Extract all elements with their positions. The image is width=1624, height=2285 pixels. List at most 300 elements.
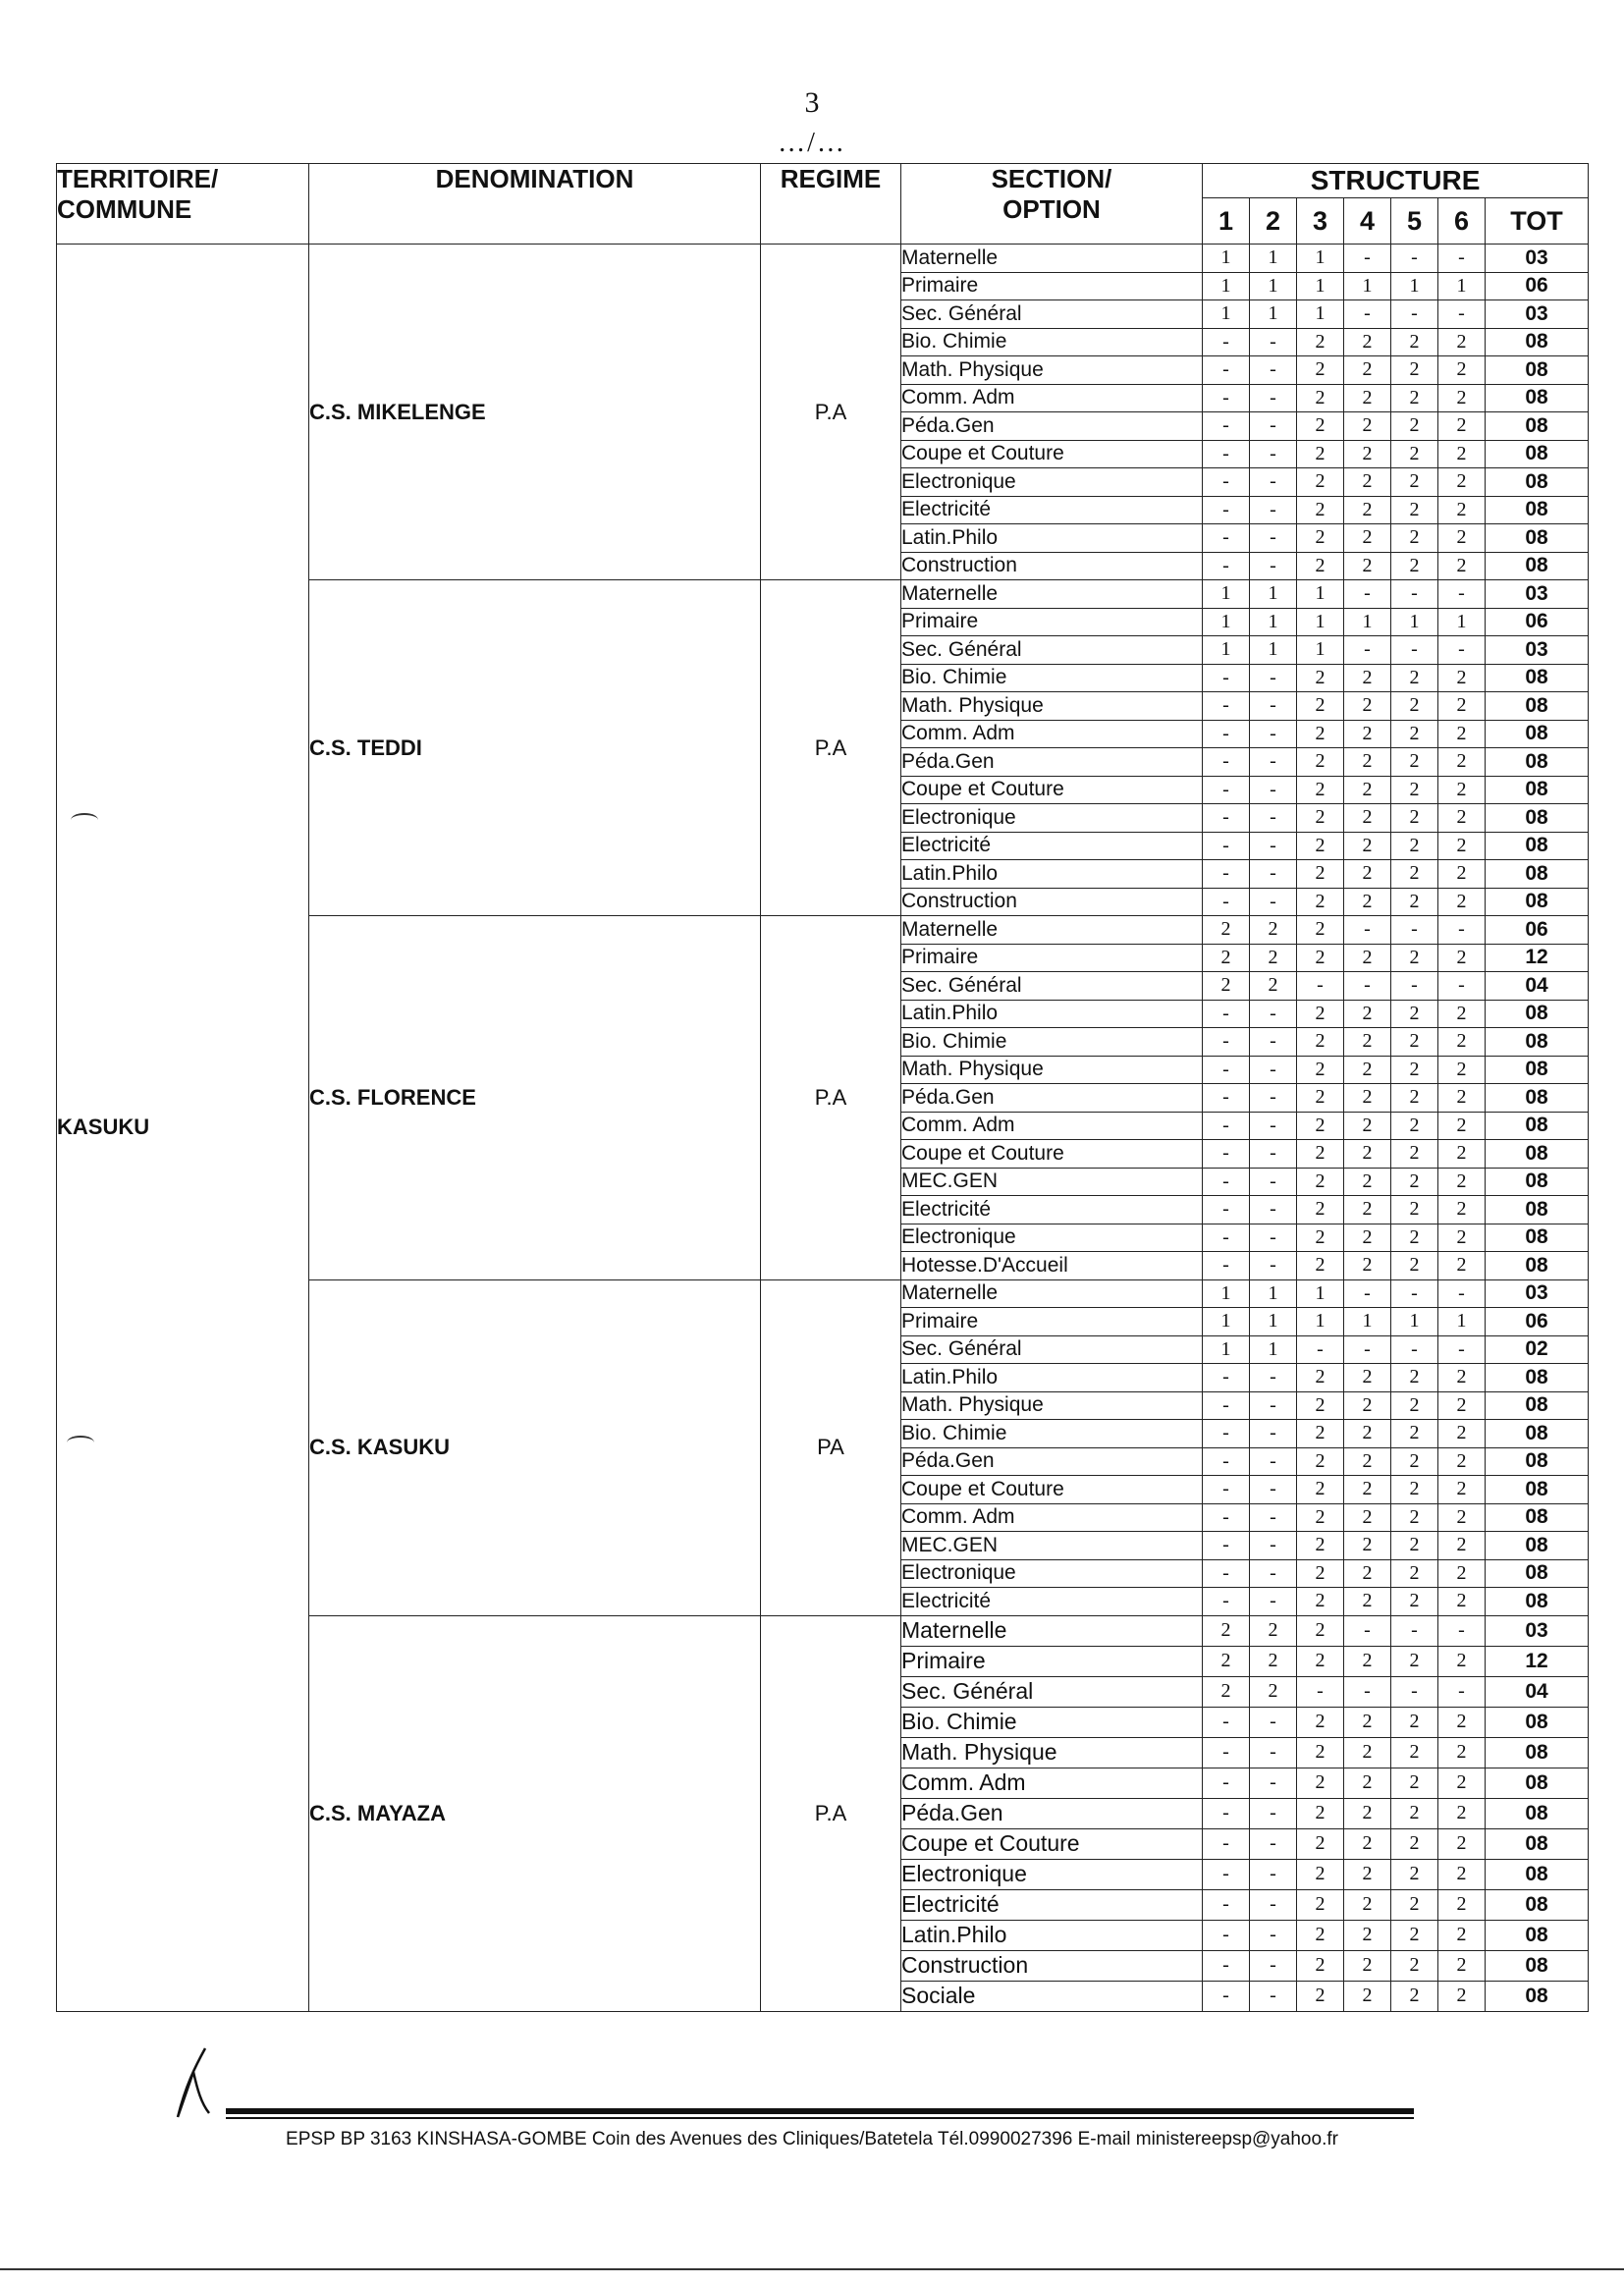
pen-mark <box>67 1436 94 1449</box>
total-cell: 08 <box>1486 1828 1589 1859</box>
total-cell: 06 <box>1486 1308 1589 1336</box>
section-cell: Péda.Gen <box>901 412 1203 441</box>
year-5-cell: 2 <box>1391 1588 1438 1616</box>
section-cell: Electronique <box>901 1224 1203 1252</box>
year-1-cell: - <box>1203 1000 1250 1028</box>
year-1-cell: - <box>1203 1168 1250 1196</box>
year-5-cell: - <box>1391 1615 1438 1646</box>
section-cell: Comm. Adm <box>901 1768 1203 1798</box>
year-2-cell: - <box>1250 692 1297 721</box>
section-cell: Sec. Général <box>901 1676 1203 1707</box>
year-6-cell: 2 <box>1438 1056 1486 1084</box>
total-cell: 02 <box>1486 1335 1589 1364</box>
schools-table <box>56 163 1589 2012</box>
total-cell: 08 <box>1486 1588 1589 1616</box>
year-4-cell: 2 <box>1344 804 1391 833</box>
year-6-cell: 2 <box>1438 1168 1486 1196</box>
year-1-cell: - <box>1203 440 1250 468</box>
year-2-cell: 1 <box>1250 1335 1297 1364</box>
year-4-cell: - <box>1344 1615 1391 1646</box>
total-cell: 06 <box>1486 272 1589 300</box>
year-3-cell: 2 <box>1297 1920 1344 1950</box>
year-3-cell: 2 <box>1297 860 1344 889</box>
year-2-cell: - <box>1250 1168 1297 1196</box>
year-1-cell: - <box>1203 776 1250 804</box>
year-6-cell: 2 <box>1438 1889 1486 1920</box>
year-5-cell: 2 <box>1391 1859 1438 1889</box>
year-2-cell: 1 <box>1250 580 1297 609</box>
year-3-cell: 2 <box>1297 1588 1344 1616</box>
total-cell: 08 <box>1486 1859 1589 1889</box>
year-1-cell: - <box>1203 1950 1250 1981</box>
year-2-cell: 2 <box>1250 1646 1297 1676</box>
year-3-cell: 2 <box>1297 1196 1344 1224</box>
year-4-cell: - <box>1344 1279 1391 1308</box>
total-cell: 04 <box>1486 972 1589 1001</box>
denomination-cell: C.S. KASUKU <box>309 1279 761 1615</box>
footer-address: EPSP BP 3163 KINSHASA-GOMBE Coin des Avenues des Cliniques/Batetela Tél.0990027396 E-mail ministereepsp@yahoo.fr <box>286 2129 1338 2149</box>
year-6-cell: 2 <box>1438 552 1486 580</box>
total-cell: 08 <box>1486 1252 1589 1280</box>
year-3-cell: 2 <box>1297 1707 1344 1737</box>
year-5-cell: 2 <box>1391 1447 1438 1476</box>
year-1-cell: 1 <box>1203 608 1250 636</box>
total-cell: 08 <box>1486 1000 1589 1028</box>
year-5-cell: 1 <box>1391 1308 1438 1336</box>
year-6-cell: 2 <box>1438 1420 1486 1448</box>
year-5-cell: - <box>1391 1279 1438 1308</box>
year-6-cell: 2 <box>1438 692 1486 721</box>
year-3-cell: 2 <box>1297 412 1344 441</box>
header-territoire: TERRITOIRE/ COMMUNE <box>57 164 309 245</box>
section-cell: Sec. Général <box>901 636 1203 665</box>
year-1-cell: - <box>1203 1920 1250 1950</box>
total-cell: 08 <box>1486 552 1589 580</box>
year-1-cell: 2 <box>1203 916 1250 945</box>
year-1-cell: - <box>1203 1737 1250 1768</box>
section-cell: Comm. Adm <box>901 1112 1203 1140</box>
section-cell: Péda.Gen <box>901 1798 1203 1828</box>
year-3-cell: 2 <box>1297 384 1344 412</box>
year-3-cell: 2 <box>1297 832 1344 860</box>
year-2-cell: - <box>1250 384 1297 412</box>
total-cell: 08 <box>1486 1532 1589 1560</box>
year-5-cell: 2 <box>1391 748 1438 777</box>
section-cell: Sociale <box>901 1981 1203 2011</box>
year-1-cell: - <box>1203 1707 1250 1737</box>
section-cell: Sec. Général <box>901 1335 1203 1364</box>
year-3-cell: 1 <box>1297 1279 1344 1308</box>
year-1-cell: 2 <box>1203 1676 1250 1707</box>
year-5-cell: 2 <box>1391 1000 1438 1028</box>
year-5-cell: 2 <box>1391 1476 1438 1504</box>
year-5-cell: 2 <box>1391 440 1438 468</box>
year-2-cell: 1 <box>1250 1308 1297 1336</box>
total-cell: 06 <box>1486 608 1589 636</box>
year-5-cell: 2 <box>1391 1112 1438 1140</box>
year-2-cell: 2 <box>1250 944 1297 972</box>
year-4-cell: 2 <box>1344 440 1391 468</box>
year-6-cell: 2 <box>1438 1364 1486 1392</box>
section-cell: Primaire <box>901 1646 1203 1676</box>
year-1-cell: - <box>1203 1140 1250 1169</box>
year-6-cell: - <box>1438 580 1486 609</box>
year-5-cell: 2 <box>1391 1252 1438 1280</box>
year-2-cell: - <box>1250 1737 1297 1768</box>
year-4-cell: 2 <box>1344 1056 1391 1084</box>
year-5-cell: 2 <box>1391 1168 1438 1196</box>
year-5-cell: 2 <box>1391 1707 1438 1737</box>
year-5-cell: 2 <box>1391 1889 1438 1920</box>
section-cell: Construction <box>901 552 1203 580</box>
year-2-cell: - <box>1250 1559 1297 1588</box>
year-5-cell: 2 <box>1391 1056 1438 1084</box>
section-cell: Math. Physique <box>901 356 1203 385</box>
year-5-cell: 2 <box>1391 804 1438 833</box>
year-4-cell: - <box>1344 245 1391 273</box>
year-3-cell: 2 <box>1297 1950 1344 1981</box>
year-1-cell: - <box>1203 552 1250 580</box>
year-1-cell: - <box>1203 1768 1250 1798</box>
year-3-cell: 2 <box>1297 496 1344 524</box>
section-cell: Primaire <box>901 608 1203 636</box>
total-cell: 06 <box>1486 916 1589 945</box>
year-2-cell: - <box>1250 860 1297 889</box>
year-5-cell: 2 <box>1391 1391 1438 1420</box>
year-6-cell: - <box>1438 1676 1486 1707</box>
total-cell: 08 <box>1486 1112 1589 1140</box>
year-6-cell: 2 <box>1438 1981 1486 2011</box>
section-cell: Latin.Philo <box>901 1000 1203 1028</box>
total-cell: 08 <box>1486 1447 1589 1476</box>
year-5-cell: 2 <box>1391 692 1438 721</box>
year-5-cell: 2 <box>1391 720 1438 748</box>
footer-rule-thick <box>226 2108 1414 2114</box>
year-4-cell: 2 <box>1344 412 1391 441</box>
year-2-cell: - <box>1250 1828 1297 1859</box>
total-cell: 08 <box>1486 776 1589 804</box>
year-4-cell: 2 <box>1344 356 1391 385</box>
section-cell: Primaire <box>901 944 1203 972</box>
section-cell: Sec. Général <box>901 300 1203 329</box>
year-3-cell: 2 <box>1297 328 1344 356</box>
year-6-cell: 2 <box>1438 1798 1486 1828</box>
regime-cell: P.A <box>761 916 901 1280</box>
year-3-cell: 2 <box>1297 552 1344 580</box>
year-2-cell: 2 <box>1250 1615 1297 1646</box>
year-3-cell: 2 <box>1297 664 1344 692</box>
year-4-cell: - <box>1344 916 1391 945</box>
section-cell: Péda.Gen <box>901 748 1203 777</box>
total-cell: 08 <box>1486 1559 1589 1588</box>
year-4-cell: - <box>1344 1335 1391 1364</box>
year-5-cell: 2 <box>1391 328 1438 356</box>
year-2-cell: - <box>1250 524 1297 553</box>
year-5-cell: 2 <box>1391 1196 1438 1224</box>
year-4-cell: 2 <box>1344 384 1391 412</box>
year-6-cell: 2 <box>1438 1920 1486 1950</box>
section-cell: Maternelle <box>901 245 1203 273</box>
year-6-cell: 2 <box>1438 804 1486 833</box>
year-2-cell: 1 <box>1250 300 1297 329</box>
year-6-cell: 2 <box>1438 1196 1486 1224</box>
year-2-cell: - <box>1250 1950 1297 1981</box>
year-2-cell: - <box>1250 552 1297 580</box>
year-1-cell: - <box>1203 1503 1250 1532</box>
year-6-cell: 2 <box>1438 888 1486 916</box>
total-cell: 03 <box>1486 300 1589 329</box>
year-2-cell: - <box>1250 1447 1297 1476</box>
year-4-cell: 2 <box>1344 1168 1391 1196</box>
year-2-cell: 1 <box>1250 245 1297 273</box>
year-1-cell: - <box>1203 1889 1250 1920</box>
year-5-cell: 2 <box>1391 1224 1438 1252</box>
year-3-cell: 2 <box>1297 1447 1344 1476</box>
total-cell: 08 <box>1486 1798 1589 1828</box>
total-cell: 08 <box>1486 1920 1589 1950</box>
year-6-cell: 1 <box>1438 608 1486 636</box>
section-cell: Latin.Philo <box>901 524 1203 553</box>
year-3-cell: 2 <box>1297 1646 1344 1676</box>
year-1-cell: - <box>1203 1859 1250 1889</box>
year-5-cell: 2 <box>1391 1981 1438 2011</box>
section-cell: Comm. Adm <box>901 384 1203 412</box>
year-5-cell: 2 <box>1391 412 1438 441</box>
total-cell: 08 <box>1486 1084 1589 1113</box>
year-2-cell: - <box>1250 1920 1297 1950</box>
total-cell: 08 <box>1486 1364 1589 1392</box>
year-2-cell: - <box>1250 440 1297 468</box>
year-6-cell: 2 <box>1438 1950 1486 1981</box>
section-cell: Construction <box>901 888 1203 916</box>
year-5-cell: 2 <box>1391 1028 1438 1057</box>
year-4-cell: 2 <box>1344 1252 1391 1280</box>
year-4-cell: 2 <box>1344 1559 1391 1588</box>
section-cell: Electricité <box>901 496 1203 524</box>
year-5-cell: 2 <box>1391 1532 1438 1560</box>
year-6-cell: 1 <box>1438 272 1486 300</box>
year-6-cell: 2 <box>1438 944 1486 972</box>
page-bottom-rule <box>0 2268 1624 2270</box>
year-1-cell: - <box>1203 1364 1250 1392</box>
year-6-cell: 2 <box>1438 664 1486 692</box>
year-1-cell: - <box>1203 1447 1250 1476</box>
year-6-cell: 2 <box>1438 720 1486 748</box>
section-cell: Comm. Adm <box>901 720 1203 748</box>
year-3-cell: 1 <box>1297 272 1344 300</box>
year-1-cell: - <box>1203 356 1250 385</box>
year-1-cell: - <box>1203 1420 1250 1448</box>
year-2-cell: - <box>1250 356 1297 385</box>
year-1-cell: 1 <box>1203 245 1250 273</box>
year-2-cell: - <box>1250 776 1297 804</box>
continuation-mark: …/… <box>778 128 846 158</box>
year-3-cell: 2 <box>1297 748 1344 777</box>
year-4-cell: 2 <box>1344 1196 1391 1224</box>
table-body <box>57 245 1589 2012</box>
year-5-cell: 2 <box>1391 1950 1438 1981</box>
section-cell: Bio. Chimie <box>901 1028 1203 1057</box>
year-5-cell: - <box>1391 1676 1438 1707</box>
year-4-cell: 2 <box>1344 944 1391 972</box>
year-4-cell: - <box>1344 972 1391 1001</box>
year-3-cell: 1 <box>1297 1308 1344 1336</box>
year-4-cell: 2 <box>1344 1391 1391 1420</box>
year-6-cell: 2 <box>1438 832 1486 860</box>
year-1-cell: - <box>1203 860 1250 889</box>
year-2-cell: 1 <box>1250 1279 1297 1308</box>
year-1-cell: - <box>1203 384 1250 412</box>
section-cell: Latin.Philo <box>901 1364 1203 1392</box>
regime-cell: PA <box>761 1279 901 1615</box>
year-4-cell: 2 <box>1344 692 1391 721</box>
year-6-cell: 2 <box>1438 496 1486 524</box>
section-cell: Math. Physique <box>901 1391 1203 1420</box>
year-3-cell: 1 <box>1297 300 1344 329</box>
year-6-cell: - <box>1438 1615 1486 1646</box>
total-cell: 08 <box>1486 1981 1589 2011</box>
year-1-cell: - <box>1203 1224 1250 1252</box>
section-cell: Bio. Chimie <box>901 1707 1203 1737</box>
year-4-cell: 2 <box>1344 1476 1391 1504</box>
year-4-cell: 2 <box>1344 832 1391 860</box>
year-2-cell: - <box>1250 1768 1297 1798</box>
year-6-cell: 2 <box>1438 1140 1486 1169</box>
year-4-cell: 2 <box>1344 1707 1391 1737</box>
section-cell: Coupe et Couture <box>901 776 1203 804</box>
year-5-cell: 2 <box>1391 552 1438 580</box>
year-2-cell: - <box>1250 664 1297 692</box>
year-3-cell: 2 <box>1297 692 1344 721</box>
year-3-cell: 2 <box>1297 1503 1344 1532</box>
year-5-cell: 2 <box>1391 944 1438 972</box>
section-cell: Sec. Général <box>901 972 1203 1001</box>
year-3-cell: 2 <box>1297 776 1344 804</box>
year-3-cell: 2 <box>1297 1168 1344 1196</box>
territoire-cell: KASUKU <box>57 245 309 2012</box>
total-cell: 08 <box>1486 1391 1589 1420</box>
year-1-cell: 1 <box>1203 636 1250 665</box>
section-cell: Electronique <box>901 804 1203 833</box>
year-6-cell: 2 <box>1438 860 1486 889</box>
year-3-cell: - <box>1297 972 1344 1001</box>
year-6-cell: 2 <box>1438 412 1486 441</box>
year-6-cell: 2 <box>1438 1737 1486 1768</box>
section-cell: Latin.Philo <box>901 860 1203 889</box>
section-cell: Coupe et Couture <box>901 1476 1203 1504</box>
year-5-cell: - <box>1391 636 1438 665</box>
year-1-cell: - <box>1203 1828 1250 1859</box>
year-4-cell: 2 <box>1344 1859 1391 1889</box>
total-cell: 08 <box>1486 1224 1589 1252</box>
year-5-cell: - <box>1391 580 1438 609</box>
year-6-cell: 2 <box>1438 776 1486 804</box>
total-cell: 08 <box>1486 524 1589 553</box>
year-6-cell: 2 <box>1438 1252 1486 1280</box>
total-cell: 08 <box>1486 748 1589 777</box>
denomination-cell: C.S. TEDDI <box>309 580 761 916</box>
year-3-cell: 2 <box>1297 1559 1344 1588</box>
year-5-cell: 1 <box>1391 272 1438 300</box>
year-6-cell: 2 <box>1438 1588 1486 1616</box>
year-5-cell: 2 <box>1391 384 1438 412</box>
footer-rule-thin <box>226 2117 1414 2119</box>
year-2-cell: - <box>1250 1056 1297 1084</box>
year-3-cell: 2 <box>1297 1532 1344 1560</box>
header-denomination: DENOMINATION <box>309 164 761 245</box>
regime-cell: P.A <box>761 245 901 580</box>
total-cell: 08 <box>1486 1476 1589 1504</box>
year-4-cell: 2 <box>1344 1768 1391 1798</box>
total-cell: 08 <box>1486 1950 1589 1981</box>
year-4-cell: 2 <box>1344 1112 1391 1140</box>
year-5-cell: - <box>1391 1335 1438 1364</box>
year-4-cell: 2 <box>1344 1588 1391 1616</box>
year-6-cell: 2 <box>1438 1707 1486 1737</box>
year-3-cell: 1 <box>1297 580 1344 609</box>
year-3-cell: 2 <box>1297 1737 1344 1768</box>
year-1-cell: - <box>1203 888 1250 916</box>
section-cell: Hotesse.D'Accueil <box>901 1252 1203 1280</box>
section-cell: Péda.Gen <box>901 1447 1203 1476</box>
year-4-cell: 2 <box>1344 1828 1391 1859</box>
year-5-cell: - <box>1391 300 1438 329</box>
year-4-cell: 2 <box>1344 1532 1391 1560</box>
year-5-cell: 2 <box>1391 1768 1438 1798</box>
year-1-cell: - <box>1203 1391 1250 1420</box>
year-6-cell: 2 <box>1438 1447 1486 1476</box>
year-1-cell: - <box>1203 832 1250 860</box>
section-cell: Math. Physique <box>901 1056 1203 1084</box>
year-2-cell: - <box>1250 1224 1297 1252</box>
year-3-cell: 2 <box>1297 1112 1344 1140</box>
year-4-cell: 1 <box>1344 608 1391 636</box>
total-cell: 08 <box>1486 1737 1589 1768</box>
section-cell: Péda.Gen <box>901 1084 1203 1113</box>
year-3-cell: 2 <box>1297 1364 1344 1392</box>
year-4-cell: 2 <box>1344 1028 1391 1057</box>
year-5-cell: 2 <box>1391 832 1438 860</box>
year-4-cell: 1 <box>1344 272 1391 300</box>
year-3-cell: 2 <box>1297 1798 1344 1828</box>
year-3-cell: 2 <box>1297 1000 1344 1028</box>
year-4-cell: - <box>1344 300 1391 329</box>
regime-cell: P.A <box>761 580 901 916</box>
year-1-cell: - <box>1203 1798 1250 1828</box>
section-cell: Primaire <box>901 272 1203 300</box>
year-4-cell: 2 <box>1344 1981 1391 2011</box>
year-5-cell: 2 <box>1391 860 1438 889</box>
year-4-cell: 2 <box>1344 552 1391 580</box>
year-3-cell: 2 <box>1297 720 1344 748</box>
year-6-cell: 2 <box>1438 1112 1486 1140</box>
header-section: SECTION/ OPTION <box>901 164 1203 245</box>
year-1-cell: - <box>1203 1056 1250 1084</box>
year-2-cell: - <box>1250 888 1297 916</box>
year-3-cell: 2 <box>1297 1056 1344 1084</box>
year-6-cell: 2 <box>1438 1646 1486 1676</box>
year-5-cell: 2 <box>1391 1737 1438 1768</box>
year-1-cell: - <box>1203 748 1250 777</box>
denomination-cell: C.S. FLORENCE <box>309 916 761 1280</box>
year-6-cell: 2 <box>1438 1028 1486 1057</box>
year-5-cell: 2 <box>1391 356 1438 385</box>
year-4-cell: 2 <box>1344 468 1391 497</box>
year-6-cell: - <box>1438 1335 1486 1364</box>
year-4-cell: 2 <box>1344 1646 1391 1676</box>
section-cell: Electronique <box>901 1859 1203 1889</box>
year-4-cell: 2 <box>1344 1737 1391 1768</box>
